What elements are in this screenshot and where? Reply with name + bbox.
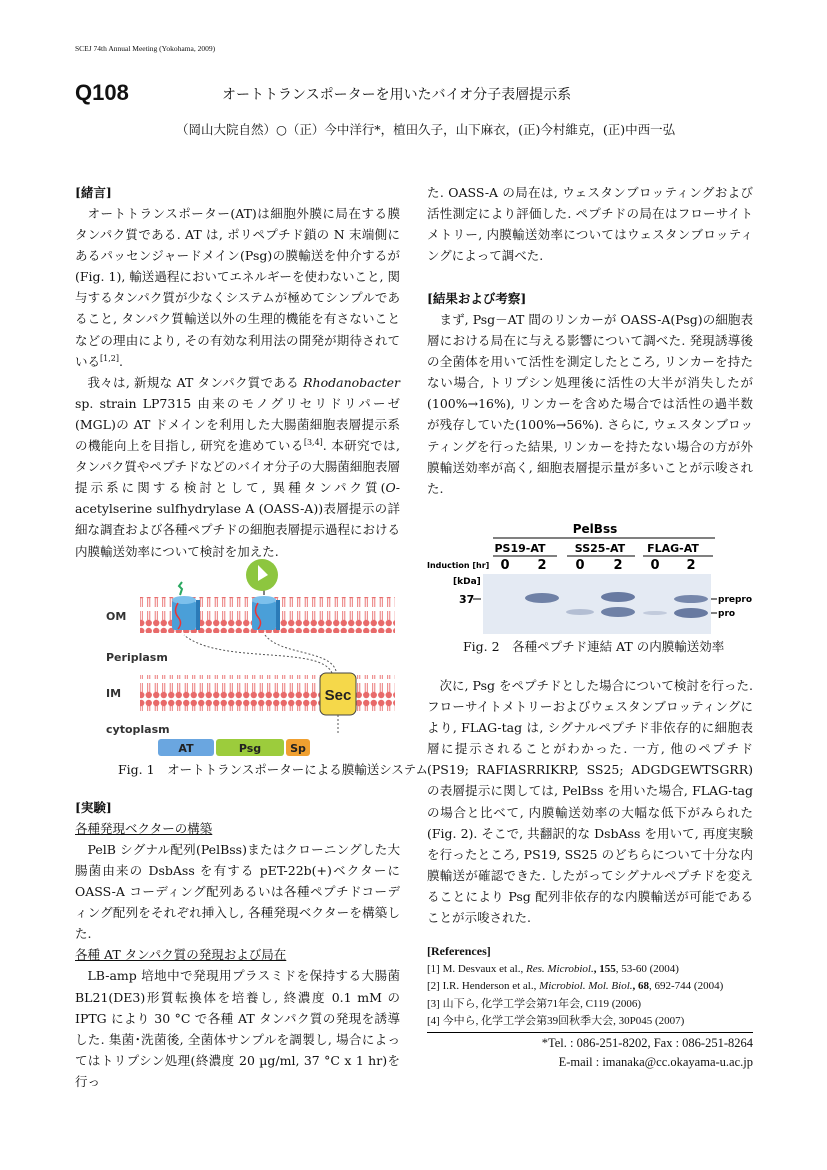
lane-label: 0	[650, 558, 660, 573]
reference-item: [4] 今中ら, 化学工学会第39回秋季大会, 30P045 (2007)	[427, 1015, 685, 1027]
inner-membrane	[140, 675, 395, 711]
marker-37-label: 37	[459, 593, 475, 606]
methods-paragraph-1: PelB シグナル配列(PelBss)またはクローニングした大腸菌由来の DsbAss を有する pET-22b(+)ベクターに OASS-A コーディング配列あるいは各種ペプチドコーディング配列をそれぞれ挿入し, 各種発現ベクターを構築した.	[75, 842, 400, 942]
lane-label: 0	[500, 558, 510, 573]
references	[427, 943, 753, 1031]
reference-item: [2] I.R. Henderson et al., Microbiol. Mol. Biol., 68, 692-744 (2004)	[427, 980, 724, 992]
at-barrel-1	[172, 582, 200, 630]
methods-heading: [実験]	[75, 800, 112, 815]
lane-label: 2	[537, 558, 547, 573]
citation: [1,2]	[100, 353, 119, 363]
intro-section	[75, 182, 400, 562]
lane-label: 0	[575, 558, 585, 573]
methods-continued	[427, 182, 753, 266]
at-segment-label: AT	[178, 742, 194, 755]
authors: （岡山大院自然）○（正）今中洋行*，植田久子，山下麻衣，(正)今村維克，(正)中西一弘	[176, 122, 676, 137]
pro-label: pro	[718, 609, 736, 619]
cytoplasm-label: cytoplasm	[106, 723, 170, 736]
sec-translocon	[320, 673, 356, 715]
results-section	[427, 288, 753, 499]
intro-paragraph-2: 我々は, 新規な AT タンパク質である Rhodanobacter sp. strain LP7315 由来のモノグリセリドリパーゼ(MGL)の AT ドメインを利用した大腸菌細胞表層提示系の機能向上を目指し, 研究を進めている[3,4]. 本研究では, タンパク質やペプチドなどのバイオ分子の大腸菌細胞表層提示系に関する検討として, 異種タンパク質(O-acetylserine sulfhydrylase A (OASS-A))表層提示の詳細な調査および各種ペプチドの細胞表層提示過程における内膜輸送効率について検討を加えた.	[75, 374, 401, 559]
passenger-domain-icon	[246, 559, 278, 591]
blot-membrane	[483, 574, 711, 634]
group-label-ps19: PS19-AT	[494, 542, 546, 555]
sp-segment-label: Sp	[290, 742, 306, 755]
blot-title: PelBss	[572, 522, 618, 536]
abstract-number: Q108	[75, 80, 129, 105]
figure-1-caption: Fig. 1 オートトランスポーターによる膜輸送システム	[118, 762, 428, 777]
reference-item: [1] M. Desvaux et al., Res. Microbiol., 155, 53-60 (2004)	[427, 962, 679, 975]
induction-label: Induction [hr]	[427, 561, 490, 570]
kda-label: [kDa]	[453, 577, 481, 587]
references-heading: [References]	[427, 944, 491, 958]
results-heading: [結果および考察]	[427, 291, 527, 306]
methods-paragraph-2-continued: た. OASS-A の局在は, ウェスタンブロッティングおよび活性測定により評価した. ペプチドの局在はフローサイトメトリー, 内膜輸送効率についてはウェスタンブロッティングによって調べた.	[427, 185, 753, 264]
psg-segment-label: Psg	[238, 742, 262, 755]
om-label: OM	[106, 610, 127, 623]
results-continued	[427, 675, 753, 928]
results-paragraph-2: 次に, Psg をペプチドとした場合について検討を行った. フローサイトメトリーおよびウェスタンブロッティングにより, FLAG-tag は, シグナルペプチド非依存的に細胞表層に提示されることがわかった. 一方, 他のペプチド(PS19; RAFIASRRIKRP, SS25; ADGDGEWTSGRR)の表層提示に関しては, PelBss を用いた場合, FLAG-tag の場合と比べて, 内膜輸送効率の大幅な低下がみられた(Fig. 2). そこで, 共翻訳的な DsbAss を用いて, 再度実験を行ったところ, PS19, SS25 のどちらについて十分な内膜輸送が確認できた. したがってシグナルペプチドを変えることにより Psg 配列非依存的な内膜輸送が可能であることが示唆された.	[427, 678, 753, 926]
citation: [3,4]	[303, 437, 323, 447]
group-label-ss25: SS25-AT	[574, 542, 626, 555]
sec-label: Sec	[324, 687, 352, 704]
contact-email: E-mail : imanaka@cc.okayama-u.ac.jp	[558, 1055, 753, 1069]
intro-paragraph-1: オートトランスポーター(AT)は細胞外膜に局在する膜タンパク質である. AT は, ポリペプチド鎖の N 末端側にあるパッセンジャードメイン(Psg)の膜輸送を仲介するが(Fig. 1), 輸送過程においてエネルギーを使わないこと, 関与するタンパク質が少なくシステムが極めてシンプルであること, タンパク質輸送以外の生理的機能を有さないことなどの理由により, その有効な利用法の開発が期待されている[1,2].	[75, 206, 400, 369]
im-label: IM	[106, 687, 122, 700]
at-barrel-2	[252, 585, 280, 630]
contact-phone: *Tel. : 086-251-8202, Fax : 086-251-8264	[541, 1036, 753, 1050]
methods-subheading-2: 各種 AT タンパク質の発現および局在	[75, 947, 287, 963]
contact-divider	[427, 1032, 753, 1033]
reference-item: [3] 山下ら, 化学工学会第71年会, C119 (2006)	[427, 997, 642, 1010]
methods-subheading-1: 各種発現ベクターの構築	[75, 821, 213, 836]
methods-paragraph-2: LB-amp 培地中で発現用プラスミドを保持する大腸菌 BL21(DE3)形質転換体を培養し, 終濃度 0.1 mM の IPTG により 30 °C で各種 AT タンパク質の発現を誘導した. 集菌･洗菌後, 全菌体サンプルを調製し, 場合によってはトリプシン処理(終濃度 20 µg/ml, 37 °C x 1 hr)を行っ	[75, 968, 400, 1089]
prepro-label: prepro	[718, 595, 753, 605]
meeting-header: SCEJ 74th Annual Meeting (Yokohama, 2009)	[75, 44, 216, 53]
figure-2-western-blot	[425, 518, 757, 636]
periplasm-label: Periplasm	[106, 651, 168, 664]
figure-1-diagram	[100, 555, 400, 760]
intro-heading: [緒言]	[75, 185, 112, 200]
lane-label: 2	[686, 558, 696, 573]
results-paragraph-1: まず, Psg－AT 間のリンカーが OASS-A(Psg)の細胞表層における局在に与える影響について調べた. 発現誘導後の全菌体を用いて活性を測定したところ, リンカーを持たない場合, トリプシン処理後に活性の大半が消失したが(100%→16%), リンカーを含めた場合では活性の過半数が残存していた(100%→56%). さらに, ウェスタンブロッティングを行った結果, リンカーを持たない場合の方が外膜輸送効率が高く, 細胞表層提示量が多いことが示唆された.	[427, 312, 753, 496]
lane-label: 2	[613, 558, 623, 573]
methods-section	[75, 797, 400, 1092]
transport-arrow	[265, 635, 336, 671]
paper-title: オートトランスポーターを用いたバイオ分子表層提示系	[222, 87, 572, 103]
figure-2-caption: Fig. 2 各種ペプチド連結 AT の内膜輸送効率	[463, 639, 725, 654]
group-label-flag: FLAG-AT	[647, 542, 699, 555]
